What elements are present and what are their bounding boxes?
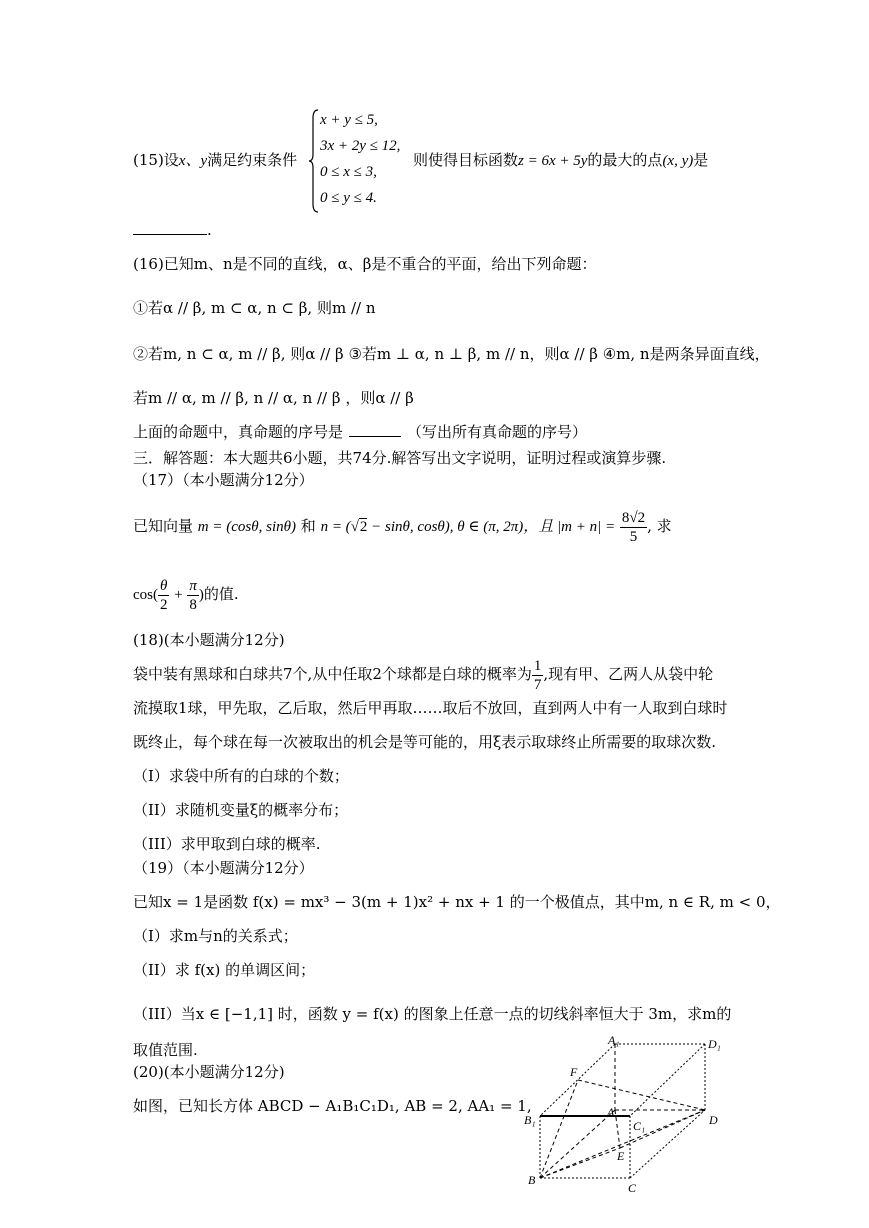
- fraction-8sqrt2-over-5: [620, 509, 647, 546]
- cuboid-figure: [520, 1036, 730, 1196]
- objective-function: z = 6x + 5y: [518, 153, 588, 169]
- constraint-1: x + y ≤ 5,: [320, 112, 378, 128]
- constraint-2: 3x + 2y ≤ 12,: [320, 138, 401, 154]
- fraction-theta-over-2: [158, 577, 169, 614]
- vector-n-suffix: − sinθ, cosθ), θ ∈ (π, 2π): [367, 519, 524, 535]
- q15-number: (15)设: [133, 151, 179, 169]
- q17-condition: ，且 |m + n| =: [523, 519, 616, 535]
- fraction-1-over-7: [532, 657, 544, 694]
- label-F: F: [570, 1065, 578, 1079]
- pi-numerator: π: [189, 577, 197, 594]
- q15-after-text: 则使得目标函数: [413, 151, 519, 169]
- q18-part-1: （I）求袋中所有的白球的个数；: [133, 767, 349, 785]
- q15-objective-line: [413, 150, 708, 171]
- q15-after2-text: 的最大的点: [587, 151, 663, 169]
- q19-header: （19）（本小题满分12分）: [133, 859, 314, 877]
- label-C: C: [628, 1181, 637, 1195]
- q16-propositions-2-4: ②若m, n ⊂ α, m // β, 则α // β ③若m ⊥ α, n ⊥ β, m // n，则α // β ④m, n是两条异面直线，: [133, 345, 770, 363]
- q19-part-1: （I）求m与n的关系式；: [133, 927, 298, 945]
- fraction-denominator: 7: [533, 676, 542, 693]
- q16-answer-blank: [349, 422, 401, 437]
- q20-header: (20)(本小题满分12分): [133, 1063, 285, 1081]
- label-E: E: [617, 1149, 625, 1163]
- q15-answer-blank: [133, 220, 207, 235]
- q16-question: [133, 422, 587, 442]
- pi-denominator: 8: [189, 596, 197, 613]
- q15-point: (x, y): [662, 153, 694, 169]
- cos-prefix: cos(: [133, 587, 158, 603]
- q20-line-1: 如图，已知长方体 ABCD − A₁B₁C₁D₁, AB = 2, AA₁ = 1,: [133, 1097, 532, 1115]
- q15-period: .: [207, 221, 212, 239]
- constraint-system: [308, 108, 423, 214]
- q19-part-3: （III）当x ∈ [−1,1] 时，函数 y = f(x) 的图象上任意一点的切线斜率恒大于 3m，求m的: [133, 1005, 732, 1023]
- theta-denominator: 2: [159, 596, 168, 613]
- left-brace-icon: [308, 108, 320, 214]
- sqrt-two: 2: [359, 519, 368, 535]
- q17-tail: 的值.: [203, 585, 239, 603]
- q16-intro: (16)已知m、n是不同的直线，α、β是不重合的平面，给出下列命题：: [133, 255, 597, 273]
- q18-line-2: 流摸取1球，甲先取，乙后取，然后甲再取……取后不放回，直到两人中有一人取到白球时: [133, 699, 728, 717]
- label-D: D: [709, 1113, 718, 1127]
- q18-header: (18)(本小题满分12分): [133, 631, 285, 649]
- q16-question-hint: （写出所有真命题的序号）: [407, 423, 588, 441]
- q18-line-3: 既终止，每个球在每一次被取出的机会是等可能的，用ξ表示取球终止所需要的取球次数.: [133, 733, 717, 751]
- fraction-numerator: 8√2: [621, 509, 646, 526]
- q17-statement: 已知向量 m = (cosθ, sinθ) 和 n = (√2 − sinθ, cosθ), θ ∈ (π, 2π)，且 |m + n| = $\frac{8√2}{5}$ , 求: [133, 509, 672, 545]
- label-A1: A₁: [608, 1036, 620, 1047]
- q16-question-text: 上面的命题中，真命题的序号是: [133, 423, 344, 441]
- q19-part-3-cont: 取值范围.: [133, 1041, 198, 1059]
- q17-and: 和: [300, 517, 316, 535]
- q16-proposition-1: ①若α // β, m ⊂ α, n ⊂ β, 则m // n: [133, 299, 376, 317]
- q16-proposition-4-cont: 若m // α, m // β, n // α, n // β ，则α // β: [133, 389, 414, 407]
- q17-header: （17）（本小题满分12分）: [133, 471, 314, 489]
- q17-ask: , 求: [647, 517, 672, 535]
- q15-vars: x、y: [178, 153, 208, 169]
- plus-sign: +: [174, 587, 183, 603]
- q15-tail: 是: [693, 151, 709, 169]
- q18-part-3: （III）求甲取到白球的概率.: [133, 835, 321, 853]
- cos-suffix: ): [198, 587, 204, 603]
- q18-line-1a: 袋中装有黑球和白球共7个,从中任取2个球都是白球的概率为: [133, 665, 532, 683]
- q15-line: [133, 150, 297, 171]
- label-A: A: [607, 1105, 615, 1119]
- label-B1: B₁: [524, 1113, 536, 1127]
- q19-line-1: 已知x = 1是函数 f(x) = mx³ − 3(m + 1)x² + nx + 1 的一个极值点，其中m, n ∈ R, m < 0，: [133, 893, 781, 911]
- fraction-denominator: 5: [629, 528, 638, 545]
- q19-part-2: （II）求 f(x) 的单调区间；: [133, 961, 316, 979]
- constraint-3: 0 ≤ x ≤ 3,: [320, 164, 377, 180]
- q15-answer-line: [133, 220, 212, 240]
- q17-text-a: 已知向量: [133, 517, 194, 535]
- section-3-heading: 三．解答题：本大题共6小题，共74分.解答写出文字说明，证明过程或演算步骤.: [133, 449, 667, 467]
- fraction-pi-over-8: [187, 577, 199, 614]
- vector-n-prefix: n = (: [320, 519, 351, 535]
- q17-target: [133, 574, 239, 614]
- fraction-numerator: 1: [533, 657, 542, 674]
- q18-line-1b: ,现有甲、乙两人从袋中轮: [543, 665, 714, 683]
- vector-m: m = (cosθ, sinθ): [197, 519, 296, 535]
- q15-mid-text: 满足约束条件: [207, 151, 298, 169]
- q18-line-1: [133, 656, 713, 692]
- constraint-4: 0 ≤ y ≤ 4.: [320, 190, 377, 206]
- q18-part-2: （II）求随机变量ξ的概率分布；: [133, 801, 349, 819]
- label-B: B: [528, 1173, 536, 1187]
- label-D1: D₁: [708, 1037, 721, 1051]
- theta-numerator: θ: [160, 577, 168, 594]
- label-C1: C₁: [633, 1119, 646, 1133]
